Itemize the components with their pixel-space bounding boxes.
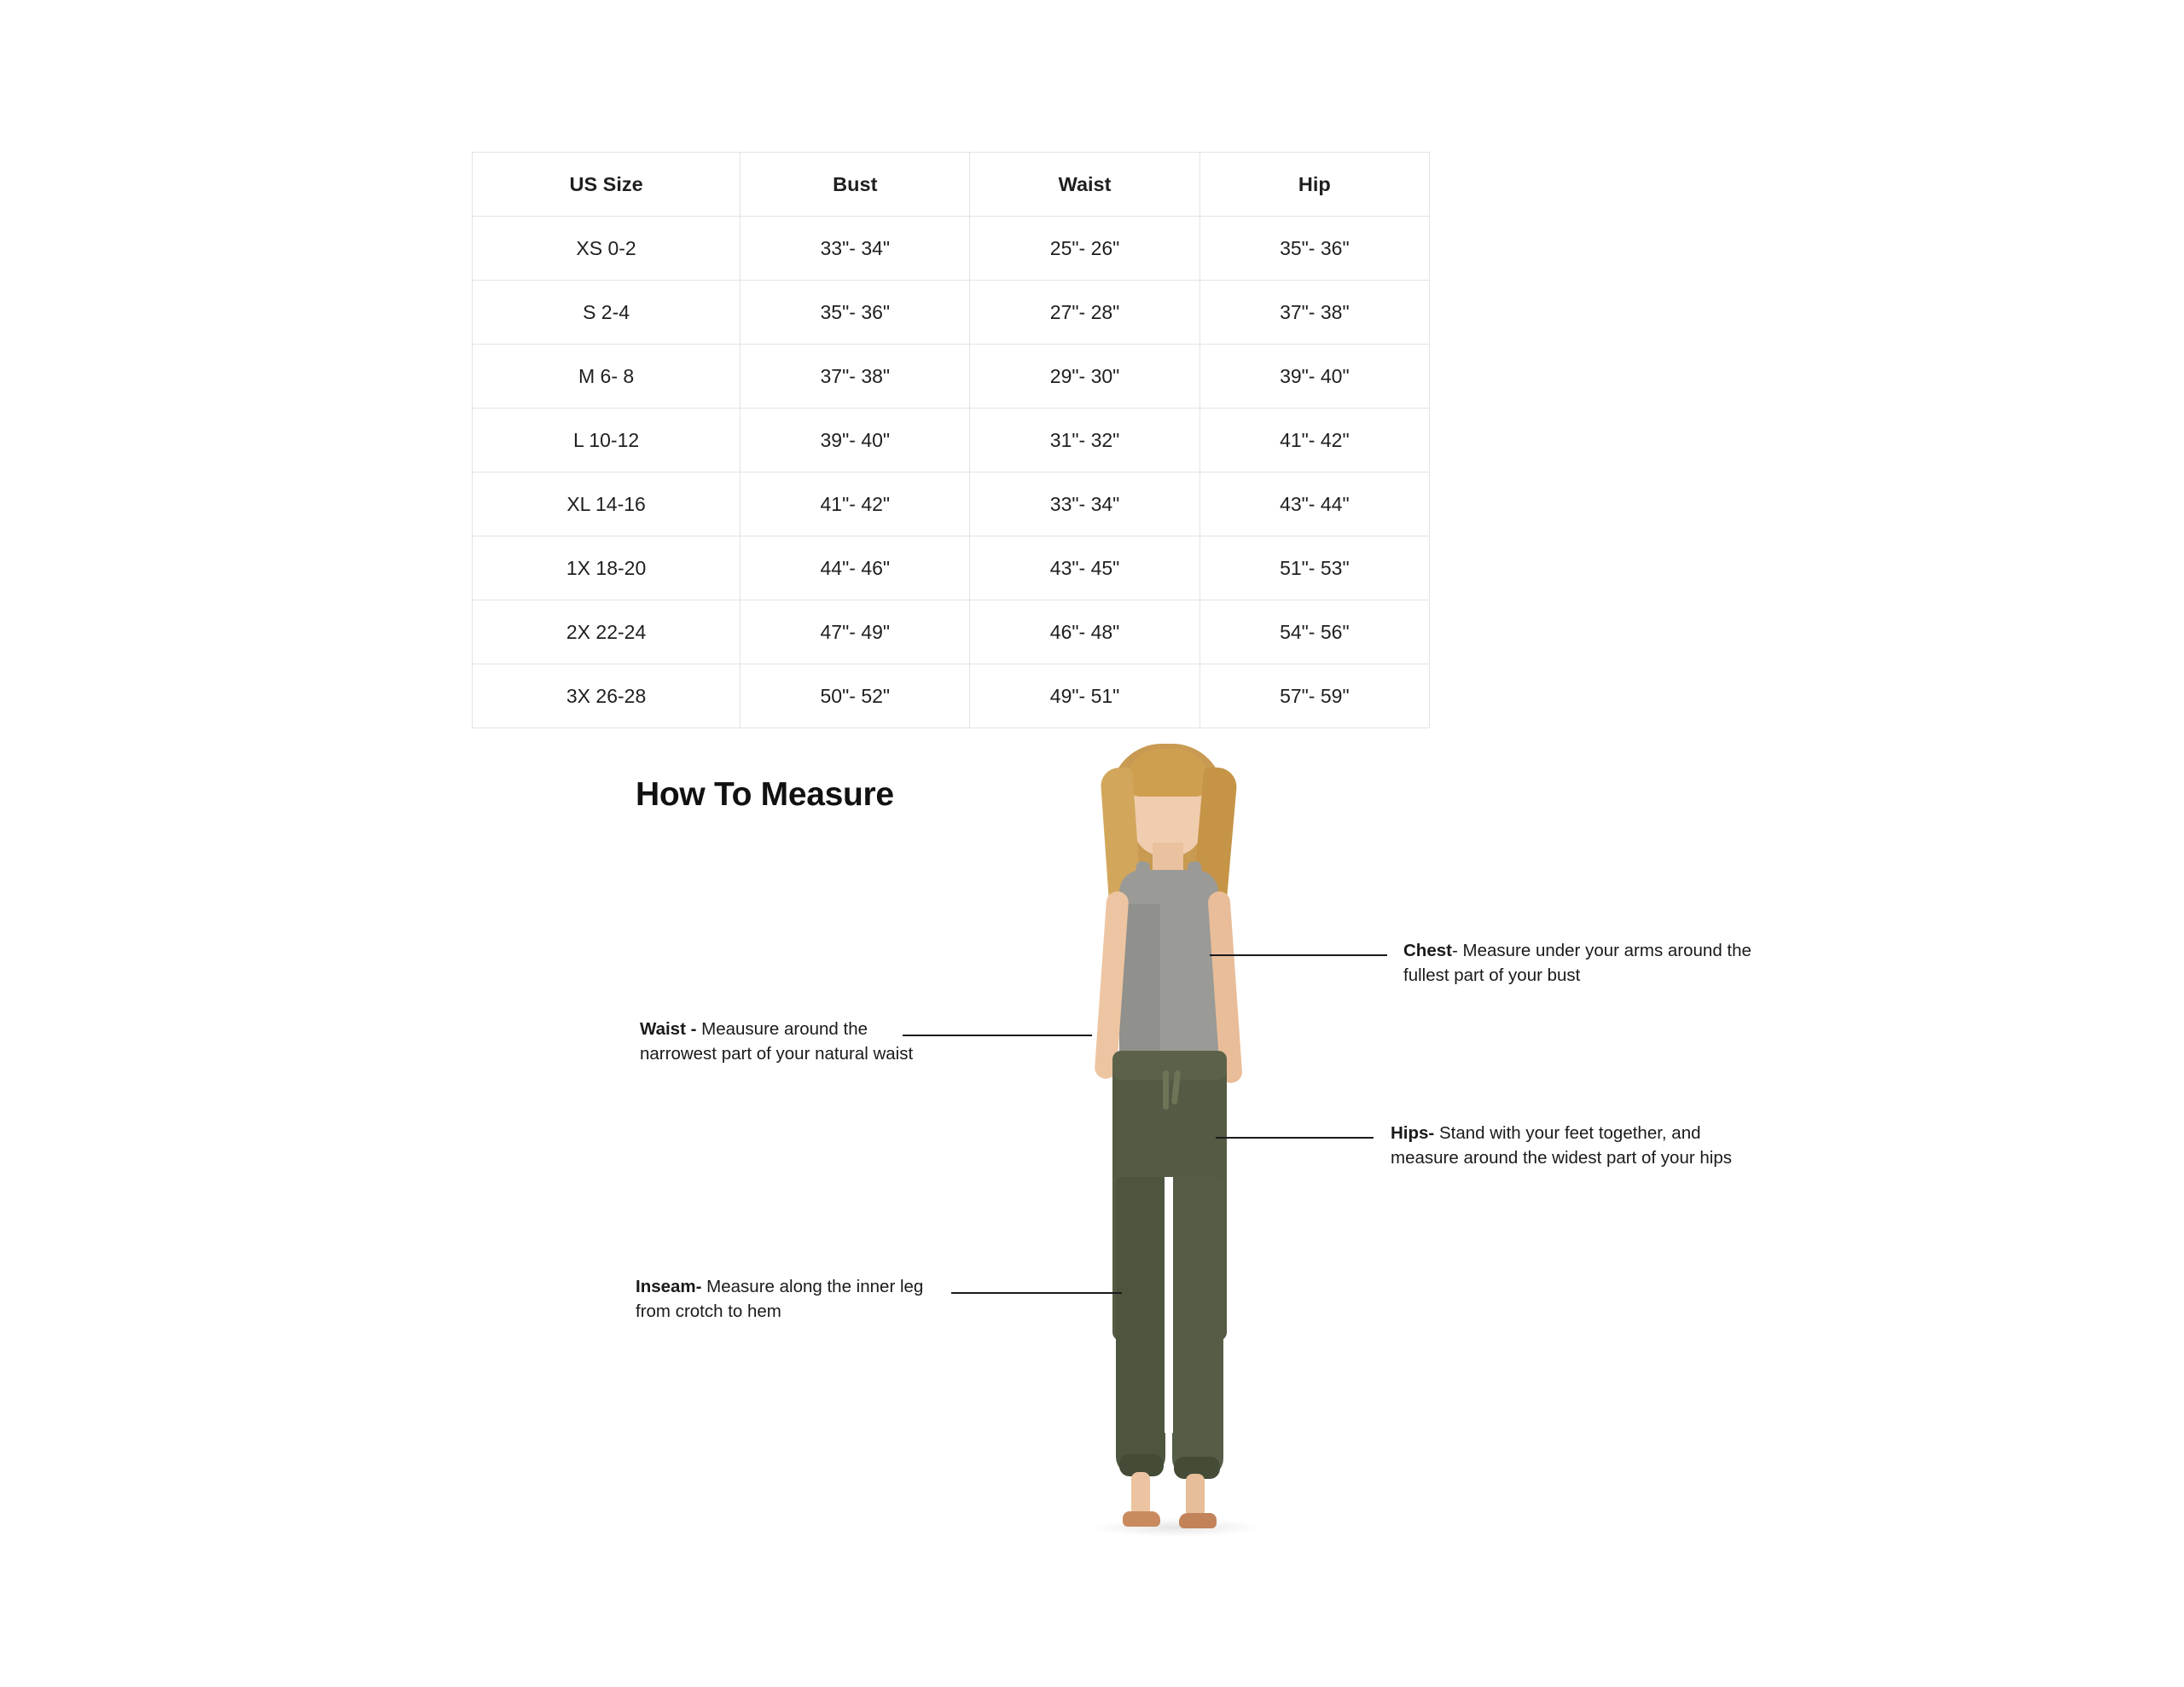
model-figure — [990, 733, 1348, 1586]
table-row — [473, 472, 1430, 536]
cell-waist: 49"- 51" — [970, 664, 1199, 728]
inseam-leader-line — [951, 1292, 1122, 1294]
column-header-us-size: US Size — [473, 153, 741, 217]
cell-hip: 43"- 44" — [1199, 472, 1429, 536]
cell-bust: 47"- 49" — [741, 600, 970, 664]
pant-leg-left — [1116, 1177, 1165, 1475]
inseam-callout-label: Inseam- — [636, 1277, 702, 1296]
chest-callout-text: - Measure under your arms around the fullest part of your bust — [1403, 941, 1751, 985]
cell-us-size: 1X 18-20 — [473, 536, 741, 600]
inseam-callout-text: Measure along the inner leg from crotch to hem — [636, 1277, 924, 1321]
hips-callout — [1391, 1121, 1732, 1170]
table-row — [473, 536, 1430, 600]
waist-callout — [640, 1017, 921, 1066]
waist-callout-label: Waist - — [640, 1019, 697, 1039]
cell-bust: 37"- 38" — [741, 345, 970, 409]
hair-top — [1126, 749, 1210, 797]
cell-waist: 31"- 32" — [970, 409, 1199, 472]
how-to-measure-heading: How To Measure — [636, 776, 894, 813]
column-header-hip: Hip — [1199, 153, 1429, 217]
cell-bust: 33"- 34" — [741, 217, 970, 281]
model-illustration — [990, 733, 1348, 1586]
cell-waist: 33"- 34" — [970, 472, 1199, 536]
cell-waist: 29"- 30" — [970, 345, 1199, 409]
sandal-left — [1123, 1511, 1160, 1527]
table-row — [473, 600, 1430, 664]
hips-callout-text: Stand with your feet together, and measure around the widest part of your hips — [1391, 1123, 1732, 1168]
floor-shadow — [1092, 1518, 1263, 1537]
hips-callout-label: Hips- — [1391, 1123, 1435, 1143]
cell-hip: 57"- 59" — [1199, 664, 1429, 728]
cell-bust: 39"- 40" — [741, 409, 970, 472]
cell-waist: 46"- 48" — [970, 600, 1199, 664]
cell-us-size: XL 14-16 — [473, 472, 741, 536]
cell-us-size: XS 0-2 — [473, 217, 741, 281]
cell-bust: 41"- 42" — [741, 472, 970, 536]
cell-hip: 54"- 56" — [1199, 600, 1429, 664]
cell-us-size: L 10-12 — [473, 409, 741, 472]
chest-leader-line — [1210, 954, 1387, 956]
cell-hip: 51"- 53" — [1199, 536, 1429, 600]
column-header-waist: Waist — [970, 153, 1199, 217]
chest-callout-label: Chest — [1403, 941, 1452, 960]
table-row — [473, 217, 1430, 281]
cell-bust: 35"- 36" — [741, 281, 970, 345]
cell-hip: 37"- 38" — [1199, 281, 1429, 345]
cell-waist: 43"- 45" — [970, 536, 1199, 600]
cell-hip: 41"- 42" — [1199, 409, 1429, 472]
ankle-right — [1186, 1474, 1205, 1518]
pants-waistband — [1112, 1051, 1227, 1080]
table-header-row — [473, 153, 1430, 217]
sandal-right — [1179, 1513, 1217, 1528]
size-chart-table-container — [472, 152, 1430, 728]
table-row — [473, 281, 1430, 345]
cell-us-size: 3X 26-28 — [473, 664, 741, 728]
chest-callout — [1403, 938, 1762, 988]
cell-bust: 44"- 46" — [741, 536, 970, 600]
table-row — [473, 345, 1430, 409]
cell-us-size: M 6- 8 — [473, 345, 741, 409]
hips-leader-line — [1216, 1137, 1374, 1139]
table-row — [473, 409, 1430, 472]
ankle-left — [1131, 1472, 1150, 1516]
drawstring-left — [1163, 1070, 1169, 1110]
cell-us-size: 2X 22-24 — [473, 600, 741, 664]
waist-callout-text: Meausure around the narrowest part of your natural waist — [640, 1019, 914, 1064]
cell-us-size: S 2-4 — [473, 281, 741, 345]
inseam-callout — [636, 1274, 960, 1324]
cell-hip: 35"- 36" — [1199, 217, 1429, 281]
waist-leader-line — [903, 1035, 1092, 1036]
column-header-bust: Bust — [741, 153, 970, 217]
cell-bust: 50"- 52" — [741, 664, 970, 728]
size-chart-table — [472, 152, 1430, 728]
cell-waist: 27"- 28" — [970, 281, 1199, 345]
table-row — [473, 664, 1430, 728]
leg-gap — [1165, 1177, 1173, 1433]
cell-waist: 25"- 26" — [970, 217, 1199, 281]
pant-leg-right — [1172, 1177, 1223, 1477]
cell-hip: 39"- 40" — [1199, 345, 1429, 409]
